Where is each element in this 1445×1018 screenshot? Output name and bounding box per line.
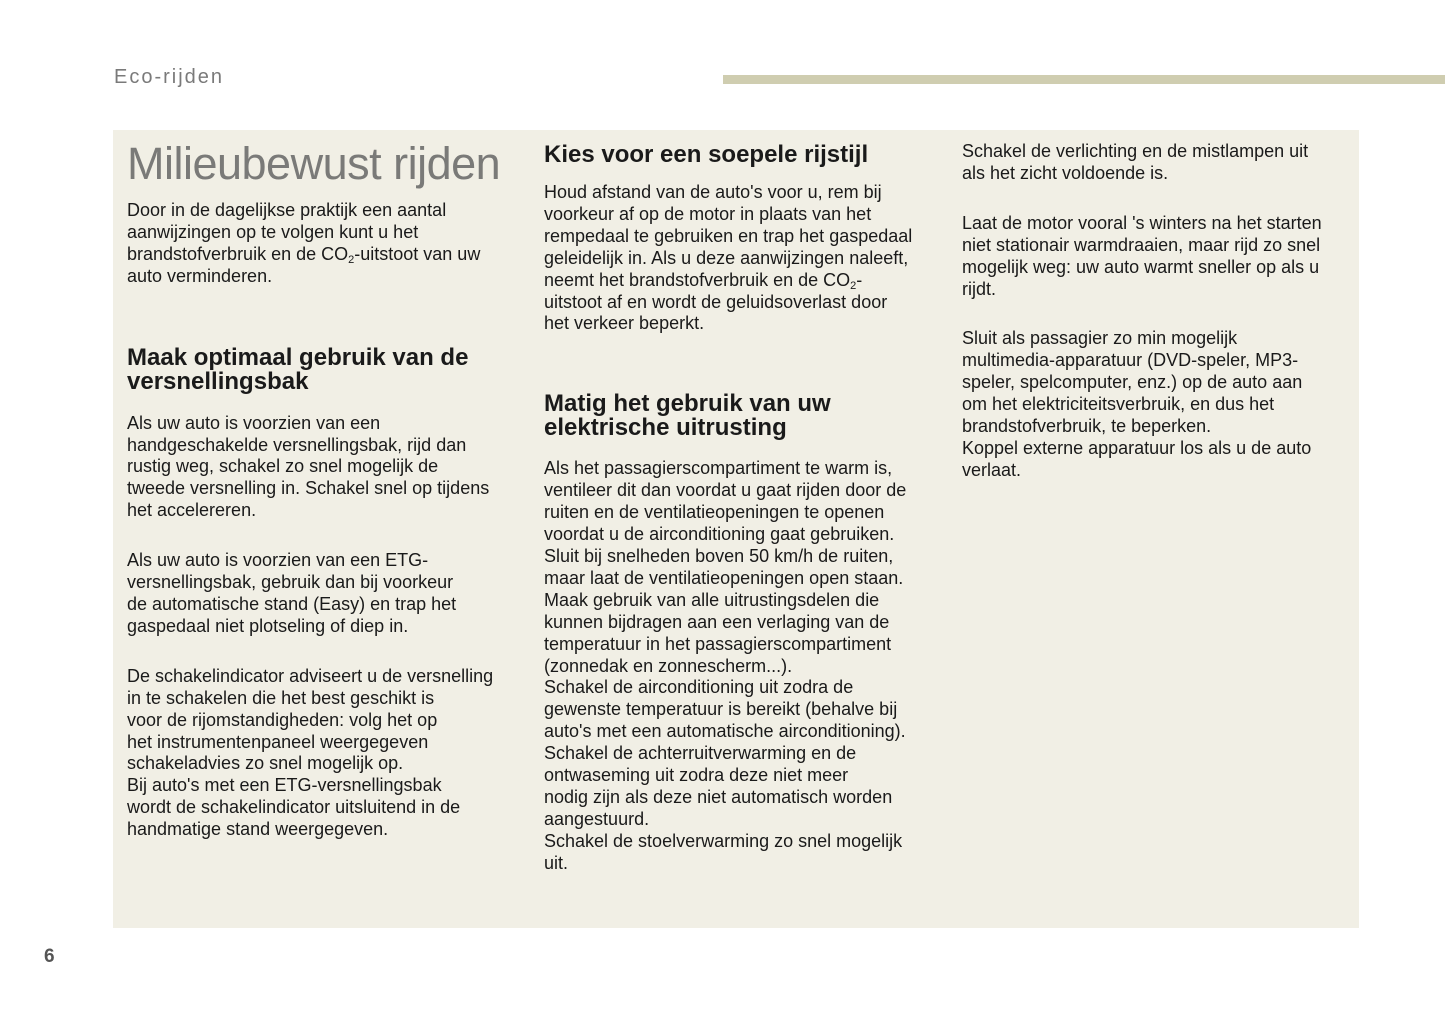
heading-electrical-equipment: Matig het gebruik van uw elektrische uitrusting xyxy=(544,390,831,442)
column-right xyxy=(962,130,1346,482)
section-label: Eco-rijden xyxy=(114,66,225,88)
intro-text-b: -uitstoot van uw auto verminderen. xyxy=(127,243,481,286)
column-middle xyxy=(544,130,936,875)
paragraph-lights: Schakel de verlichting en de mistlampen uit als het zicht voldoende is. xyxy=(962,141,1309,183)
content-panel xyxy=(113,130,1359,928)
header-bar xyxy=(723,75,1445,84)
paragraph-manual-gearbox: Als uw auto is voorzien van een handgeschakelde versnellingsbak, rijd dan rustig weg, schakel zo snel mogelijk de tweede versnelling in. Schakel snel op tijdens het accelereren. xyxy=(127,412,490,521)
driving-style-text-b: - uitstoot af en wordt de geluidsoverlast door het verkeer beperkt. xyxy=(544,269,888,334)
driving-style-subscript: 2 xyxy=(850,279,857,292)
paragraph-etg-gearbox: Als uw auto is voorzien van een ETG- versnellingsbak, gebruik dan bij voorkeur de automatische stand (Easy) en trap het gaspedaal niet plotseling of diep in. xyxy=(127,550,457,636)
paragraph-engine-warmup: Laat de motor vooral 's winters na het starten niet stationair warmdraaien, maar rijd zo snel mogelijk weg: uw auto warmt sneller op als u rijdt. xyxy=(962,212,1322,299)
intro-subscript: 2 xyxy=(348,253,355,266)
heading-driving-style: Kies voor een soepele rijstijl xyxy=(544,141,869,168)
intro-paragraph xyxy=(127,200,519,288)
intro-text-a: Door in de dagelijkse praktijk een aantal aanwijzingen op te volgen kunt u het brandstofverbruik en de CO xyxy=(127,200,447,264)
page-title: Milieubewust rijden xyxy=(127,138,501,189)
paragraph-multimedia: Sluit als passagier zo min mogelijk multimedia-apparatuur (DVD-speler, MP3- speler, spelcomputer, enz.) op de auto aan om het elektriciteitsverbruik, en dus het brandstofverbruik, te beperken. Koppel externe apparatuur los als u de auto verlaat. xyxy=(962,328,1312,480)
paragraph-shift-indicator: De schakelindicator adviseert u de versnelling in te schakelen die het best geschikt is voor de rijomstandigheden: volg het op het instrumentenpaneel weergegeven schakeladvies zo snel mogelijk op. Bij auto's met een ETG-versnellingsbak wordt de schakelindicator uitsluitend in de handmatige stand weergegeven. xyxy=(127,665,494,840)
paragraph-driving-style xyxy=(544,182,936,335)
page-number: 6 xyxy=(44,946,55,967)
driving-style-text-a: Houd afstand van de auto's voor u, rem bij voorkeur af op de motor in plaats van het rempedaal te gebruiken en trap het gaspedaal geleidelijk in. Als u deze aanwijzingen naleeft, neemt het brandstofverbruik en de CO xyxy=(544,182,913,290)
column-left xyxy=(127,130,519,841)
paragraph-electrical-equipment: Als het passagierscompartiment te warm is, ventileer dit dan voordat u gaat rijden door de ruiten en de ventilatieopeningen te openen voordat u de airconditioning gaat gebruiken. Sluit bij snelheden boven 50 km/h de ruiten, maar laat de ventilatieopeningen open staan. Maak gebruik van alle uitrustingsdelen die kunnen bijdragen aan een verlaging van de temperatuur in het passagierscompartiment (zonnedak en zonnescherm...). Schakel de airconditioning uit zodra de gewenste temperatuur is bereikt (behalve bij auto's met een automatische airconditioning). Schakel de achterruitverwarming en de ontwaseming uit zodra deze niet meer nodig zijn als deze niet automatisch worden aangestuurd. Schakel de stoelverwarming zo snel mogelijk uit. xyxy=(544,458,907,873)
heading-gearbox: Maak optimaal gebruik van de versnellingsbak xyxy=(127,343,469,395)
